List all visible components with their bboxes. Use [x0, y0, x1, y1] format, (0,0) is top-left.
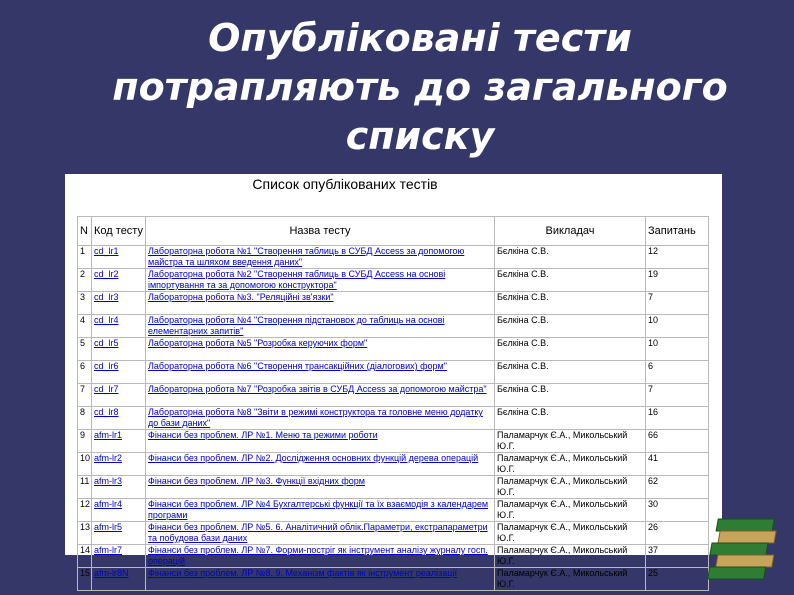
teacher-name-cell — [495, 292, 646, 315]
test-code-link[interactable]: cd_lr4 — [94, 315, 119, 325]
test-name-link[interactable]: Фінанси без проблем. ЛР №8. 9. Механізм фактів як інструмент реалізації — [148, 568, 457, 578]
test-code-link[interactable]: cd_lr1 — [94, 246, 119, 256]
test-code-link[interactable]: afm-lr4 — [94, 499, 123, 509]
test-code-link[interactable]: cd_lr2 — [94, 269, 119, 279]
teacher-name-cell — [495, 246, 646, 269]
question-count-cell — [646, 499, 709, 522]
row-number: 3 — [80, 292, 86, 302]
row-number: 5 — [80, 338, 86, 348]
test-code-link[interactable]: cd_lr3 — [94, 292, 119, 302]
question-count-cell — [646, 361, 709, 384]
test-name-link[interactable]: Фінанси без проблем. ЛР №5. 6. Аналітичний облік.Параметри, екстрапараметри та побудова бази даних — [148, 522, 488, 543]
table-row — [78, 338, 709, 361]
question-count: 7 — [648, 384, 654, 394]
tests-table — [77, 216, 709, 591]
test-name-link-cell — [146, 361, 495, 384]
question-count-cell — [646, 315, 709, 338]
question-count-cell — [646, 453, 709, 476]
row-number: 15 — [80, 568, 91, 578]
teacher-name-cell — [495, 269, 646, 292]
column-header-number: N — [78, 217, 92, 246]
table-row — [78, 315, 709, 338]
teacher-name-cell — [495, 499, 646, 522]
test-name-link[interactable]: Фінанси без проблем. ЛР №2. Дослідження основних функцій дерева операцій — [148, 453, 479, 463]
question-count: 37 — [648, 545, 659, 555]
teacher-name-cell — [495, 476, 646, 499]
test-name-link[interactable]: Фінанси без проблем. ЛР №1. Меню та режими роботи — [148, 430, 378, 440]
test-code-link-cell — [92, 430, 146, 453]
question-count-cell — [646, 246, 709, 269]
row-number: 10 — [80, 453, 91, 463]
row-number-cell — [78, 407, 92, 430]
table-row — [78, 476, 709, 499]
test-name-link-cell — [146, 315, 495, 338]
test-code-link-cell — [92, 545, 146, 568]
row-number: 14 — [80, 545, 91, 555]
table-row — [78, 384, 709, 407]
test-code-link-cell — [92, 384, 146, 407]
column-header-teacher: Викладач — [495, 217, 646, 246]
teacher-name: Паламарчук Є.А., Микольський Ю.Г. — [497, 568, 628, 589]
teacher-name: Паламарчук Є.А., Микольський Ю.Г. — [497, 430, 628, 451]
question-count: 66 — [648, 430, 659, 440]
test-code-link-cell — [92, 568, 146, 591]
test-code-link[interactable]: cd_lr5 — [94, 338, 119, 348]
question-count: 7 — [648, 292, 654, 302]
teacher-name: Бєлкіна С.В. — [497, 384, 549, 394]
question-count: 10 — [648, 315, 659, 325]
test-code-link-cell — [92, 476, 146, 499]
test-code-link[interactable]: afm-lr8N — [94, 568, 129, 578]
row-number-cell — [78, 568, 92, 591]
question-count: 30 — [648, 499, 659, 509]
test-code-link-cell — [92, 269, 146, 292]
test-name-link[interactable]: Фінанси без проблем. ЛР №7. Форми-постріг як інструмент аналізу журналу госп. операцій — [148, 545, 488, 566]
table-row — [78, 522, 709, 545]
row-number: 8 — [80, 407, 86, 417]
test-code-link[interactable]: afm-lr1 — [94, 430, 123, 440]
row-number-cell — [78, 315, 92, 338]
table-row — [78, 269, 709, 292]
table-row — [78, 499, 709, 522]
question-count: 10 — [648, 338, 659, 348]
test-name-link-cell — [146, 499, 495, 522]
table-row — [78, 292, 709, 315]
test-name-link[interactable]: Лабораторна робота №3. "Реляційні зв'язки" — [148, 292, 334, 302]
teacher-name: Паламарчук Є.А., Микольський Ю.Г. — [497, 499, 628, 520]
question-count: 41 — [648, 453, 659, 463]
test-code-link-cell — [92, 246, 146, 269]
row-number-cell — [78, 453, 92, 476]
row-number-cell — [78, 499, 92, 522]
row-number-cell — [78, 292, 92, 315]
question-count: 62 — [648, 476, 659, 486]
test-code-link-cell — [92, 499, 146, 522]
column-header-code: Код тесту — [92, 217, 146, 246]
question-count: 19 — [648, 269, 659, 279]
test-code-link-cell — [92, 292, 146, 315]
slide-title-line-3: списку — [345, 114, 495, 158]
test-name-link-cell — [146, 476, 495, 499]
row-number-cell — [78, 476, 92, 499]
teacher-name-cell — [495, 384, 646, 407]
column-header-name: Назва тесту — [146, 217, 495, 246]
test-code-link[interactable]: afm-lr2 — [94, 453, 123, 463]
row-number-cell — [78, 338, 92, 361]
test-name-link[interactable]: Фінанси без проблем. ЛР №4 Бухгалтерські функції та їх взаємодія з календарем програми — [148, 499, 489, 520]
row-number-cell — [78, 269, 92, 292]
question-count-cell — [646, 269, 709, 292]
test-name-link-cell — [146, 568, 495, 591]
question-count: 16 — [648, 407, 659, 417]
row-number: 2 — [80, 269, 86, 279]
test-name-link[interactable]: Лабораторна робота №2 "Створення таблиць в СУБД Access на основі імпортування та за допомогою конструктора" — [148, 269, 446, 290]
row-number-cell — [78, 384, 92, 407]
test-name-link[interactable]: Лабораторна робота №8 "Звіти в режимі конструктора та головне меню додатку до бази даних" — [148, 407, 483, 428]
test-name-link-cell — [146, 269, 495, 292]
question-count-cell — [646, 430, 709, 453]
test-code-link-cell — [92, 338, 146, 361]
test-name-link[interactable]: Фінанси без проблем. ЛР №3. Функції вхідних форм — [148, 476, 365, 486]
teacher-name: Паламарчук Є.А., Микольський Ю.Г. — [497, 545, 628, 566]
question-count: 12 — [648, 246, 659, 256]
test-name-link[interactable]: Лабораторна робота №7 "Розробка звітів в СУБД Access за допомогою майстра" — [148, 384, 487, 394]
teacher-name: Бєлкіна С.В. — [497, 315, 549, 325]
row-number: 11 — [80, 476, 90, 486]
test-name-link-cell — [146, 407, 495, 430]
row-number-cell — [78, 545, 92, 568]
teacher-name: Бєлкіна С.В. — [497, 292, 549, 302]
test-code-link-cell — [92, 407, 146, 430]
row-number-cell — [78, 361, 92, 384]
test-code-link-cell — [92, 361, 146, 384]
table-row — [78, 453, 709, 476]
question-count: 6 — [648, 361, 654, 371]
row-number-cell — [78, 430, 92, 453]
test-name-link[interactable]: Лабораторна робота №5 "Розробка керуючих форм" — [148, 338, 368, 348]
test-name-link-cell — [146, 246, 495, 269]
test-name-link-cell — [146, 545, 495, 568]
teacher-name: Бєлкіна С.В. — [497, 246, 549, 256]
list-heading: Список опублікованих тестів — [252, 176, 438, 192]
teacher-name-cell — [495, 568, 646, 591]
teacher-name: Бєлкіна С.В. — [497, 361, 549, 371]
teacher-name-cell — [495, 338, 646, 361]
test-code-link[interactable]: cd_lr6 — [94, 361, 119, 371]
published-tests-screenshot — [65, 174, 722, 589]
teacher-name-cell — [495, 545, 646, 568]
row-number: 9 — [80, 430, 86, 440]
teacher-name-cell — [495, 430, 646, 453]
teacher-name: Бєлкіна С.В. — [497, 338, 549, 348]
question-count-cell — [646, 407, 709, 430]
slide-title-line-1: Опубліковані тести — [208, 16, 632, 60]
question-count-cell — [646, 568, 709, 591]
stacked-books-icon — [706, 509, 786, 587]
teacher-name: Паламарчук Є.А., Микольський Ю.Г. — [497, 476, 628, 497]
question-count-cell — [646, 338, 709, 361]
table-row — [78, 545, 709, 568]
question-count-cell — [646, 384, 709, 407]
test-code-link-cell — [92, 315, 146, 338]
test-name-link-cell — [146, 338, 495, 361]
test-code-link-cell — [92, 453, 146, 476]
test-code-link[interactable]: afm-lr7 — [94, 545, 123, 555]
table-row — [78, 246, 709, 269]
row-number-cell — [78, 522, 92, 545]
question-count: 26 — [648, 522, 659, 532]
teacher-name-cell — [495, 407, 646, 430]
test-name-link[interactable]: Лабораторна робота №6 "Створення трансакційних (діалогових) форм" — [148, 361, 447, 371]
question-count-cell — [646, 292, 709, 315]
test-name-link-cell — [146, 430, 495, 453]
test-code-link[interactable]: cd_lr7 — [94, 384, 119, 394]
table-row — [78, 568, 709, 591]
row-number-cell — [78, 246, 92, 269]
question-count-cell — [646, 476, 709, 499]
row-number: 12 — [80, 499, 91, 509]
test-code-link[interactable]: afm-lr3 — [94, 476, 123, 486]
teacher-name-cell — [495, 453, 646, 476]
slide-title — [80, 14, 760, 161]
test-code-link-cell — [92, 522, 146, 545]
teacher-name-cell — [495, 361, 646, 384]
teacher-name-cell — [495, 315, 646, 338]
test-name-link-cell — [146, 292, 495, 315]
teacher-name-cell — [495, 522, 646, 545]
teacher-name: Паламарчук Є.А., Микольський Ю.Г. — [497, 453, 628, 474]
column-header-questions: Запитань — [646, 217, 709, 246]
test-name-link-cell — [146, 522, 495, 545]
test-name-link[interactable]: Лабораторна робота №4 "Створення підстановок до таблиць на основі елементарних запитів" — [148, 315, 445, 336]
table-row — [78, 407, 709, 430]
test-code-link[interactable]: afm-lr5 — [94, 522, 123, 532]
test-code-link[interactable]: cd_lr8 — [94, 407, 119, 417]
test-name-link-cell — [146, 384, 495, 407]
question-count-cell — [646, 522, 709, 545]
row-number: 4 — [80, 315, 86, 325]
table-header-row — [78, 217, 709, 246]
teacher-name: Бєлкіна С.В. — [497, 269, 549, 279]
row-number: 6 — [80, 361, 86, 371]
test-name-link-cell — [146, 453, 495, 476]
teacher-name: Бєлкіна С.В. — [497, 407, 549, 417]
teacher-name: Паламарчук Є.А., Микольський Ю.Г. — [497, 522, 628, 543]
row-number: 7 — [80, 384, 86, 394]
row-number: 13 — [80, 522, 91, 532]
slide-title-line-2: потрапляють до загального — [112, 65, 728, 109]
question-count: 25 — [648, 568, 659, 578]
table-row — [78, 430, 709, 453]
row-number: 1 — [80, 246, 86, 256]
question-count-cell — [646, 545, 709, 568]
test-name-link[interactable]: Лабораторна робота №1 "Створення таблиць в СУБД Access за допомогою майстра та шляхом введення даних" — [148, 246, 465, 267]
table-row — [78, 361, 709, 384]
